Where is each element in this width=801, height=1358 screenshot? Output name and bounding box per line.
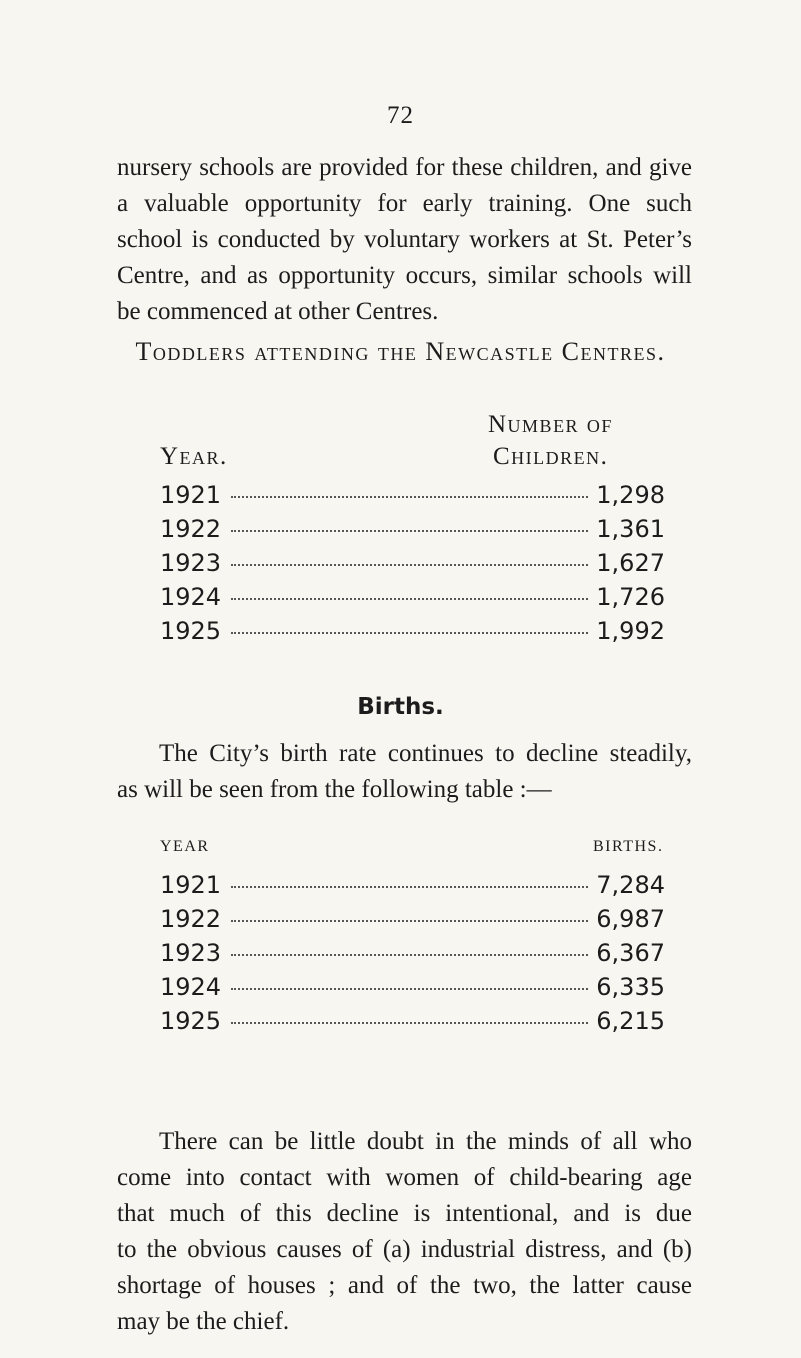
year-cell: 1922 <box>160 905 222 933</box>
table-row <box>160 1007 665 1037</box>
paragraph-line: may be the chief. <box>117 1308 290 1335</box>
paragraph-line: shortage of houses ; and of the two, the latter cause <box>117 1272 692 1299</box>
paragraph-line: a valuable opportunity for early training. One such <box>117 190 692 217</box>
value-cell: 1,726 <box>596 583 665 611</box>
table-row <box>160 905 665 935</box>
page-number: 72 <box>387 102 414 129</box>
table-row <box>160 549 665 579</box>
value-cell: 6,335 <box>596 973 665 1001</box>
paragraph-line: Centre, and as opportunity occurs, similar schools will <box>117 262 692 289</box>
paragraph-line <box>117 1124 692 1160</box>
paragraph-line: as will be seen from the following table :— <box>117 776 552 803</box>
year-cell: 1925 <box>160 1007 222 1035</box>
dot-leader <box>231 563 588 566</box>
column-header-count-line1: Number of <box>488 411 613 438</box>
year-cell: 1923 <box>160 549 222 577</box>
table-row <box>160 515 665 545</box>
year-cell: 1923 <box>160 939 222 967</box>
table-row <box>160 481 665 511</box>
value-cell: 6,215 <box>596 1007 665 1035</box>
year-cell: 1924 <box>160 583 222 611</box>
value-cell: 6,987 <box>596 905 665 933</box>
births-intro-paragraph <box>117 736 692 808</box>
dot-leader <box>231 529 588 532</box>
table-row <box>160 973 665 1003</box>
year-cell: 1921 <box>160 481 222 509</box>
dot-leader <box>231 885 588 888</box>
value-cell: 1,298 <box>596 481 665 509</box>
paragraph-line-text: There can be little doubt in the minds of all who <box>159 1128 692 1155</box>
column-header-count-line2: Children. <box>493 443 609 470</box>
closing-paragraph <box>117 1124 692 1340</box>
paragraph-line: that much of this decline is intentional, and is due <box>117 1200 692 1227</box>
paragraph-line: nursery schools are provided for these children, and give <box>117 154 692 181</box>
table-row <box>160 871 665 901</box>
column-header-year: YEAR <box>160 838 210 855</box>
paragraph-line: to the obvious causes of (a) industrial distress, and (b) <box>117 1236 692 1263</box>
value-cell: 7,284 <box>596 871 665 899</box>
year-cell: 1925 <box>160 617 222 645</box>
column-header-births: BIRTHS. <box>593 838 664 855</box>
paragraph-line <box>117 736 692 772</box>
table-row <box>160 583 665 613</box>
dot-leader <box>231 987 588 990</box>
table-row <box>160 617 665 647</box>
table-row <box>160 939 665 969</box>
year-cell: 1922 <box>160 515 222 543</box>
value-cell: 1,992 <box>596 617 665 645</box>
value-cell: 1,627 <box>596 549 665 577</box>
paragraph-line: come into contact with women of child-bearing age <box>117 1164 692 1191</box>
column-header-year: Year. <box>160 443 228 470</box>
value-cell: 1,361 <box>596 515 665 543</box>
dot-leader <box>231 953 588 956</box>
births-heading: Births. <box>357 694 444 720</box>
intro-paragraph <box>117 150 692 330</box>
toddlers-table-title: Toddlers attending the Newcastle Centres. <box>135 337 666 366</box>
dot-leader <box>231 597 588 600</box>
value-cell: 6,367 <box>596 939 665 967</box>
dot-leader <box>231 495 588 498</box>
paragraph-line-text: The City’s birth rate continues to decline steadily, <box>159 740 692 767</box>
year-cell: 1921 <box>160 871 222 899</box>
dot-leader <box>231 631 588 634</box>
paragraph-line: school is conducted by voluntary workers at St. Peter’s <box>117 226 692 253</box>
dot-leader <box>231 1021 588 1024</box>
year-cell: 1924 <box>160 973 222 1001</box>
dot-leader <box>231 919 588 922</box>
paragraph-line: be commenced at other Centres. <box>117 298 439 325</box>
